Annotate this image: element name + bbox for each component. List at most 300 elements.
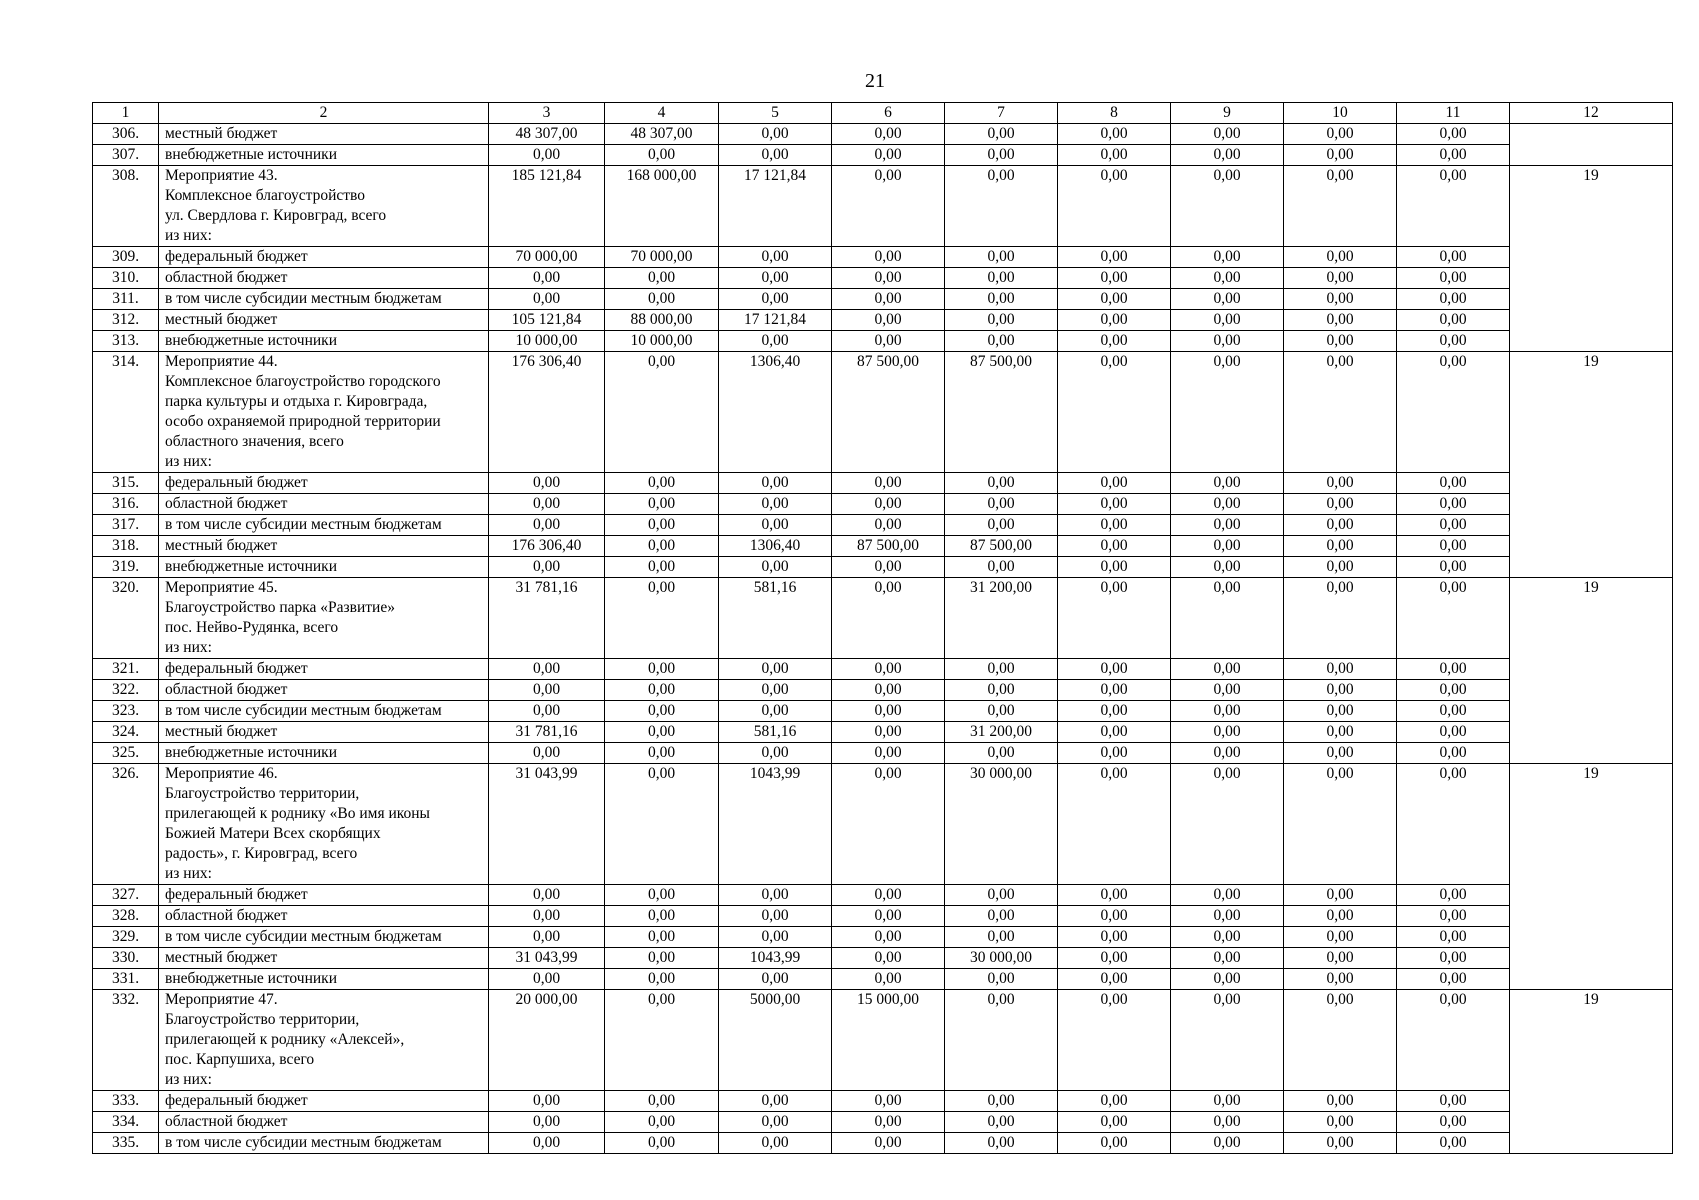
value-cell: 0,00 <box>1397 473 1510 494</box>
column-12-cell <box>1510 969 1673 990</box>
row-number: 312. <box>93 310 159 331</box>
value-cell: 0,00 <box>719 885 832 906</box>
row-number: 317. <box>93 515 159 536</box>
value-cell: 0,00 <box>1397 578 1510 659</box>
value-cell: 0,00 <box>719 557 832 578</box>
value-cell: 0,00 <box>1058 1091 1171 1112</box>
value-cell: 0,00 <box>1171 743 1284 764</box>
value-cell: 0,00 <box>945 680 1058 701</box>
value-cell: 0,00 <box>1171 268 1284 289</box>
column-header: 7 <box>945 103 1058 124</box>
value-cell: 48 307,00 <box>605 124 719 145</box>
value-cell: 0,00 <box>945 659 1058 680</box>
value-cell: 0,00 <box>832 289 945 310</box>
value-cell: 0,00 <box>945 494 1058 515</box>
row-number: 316. <box>93 494 159 515</box>
column-12-cell <box>1510 1091 1673 1112</box>
value-cell: 0,00 <box>1397 557 1510 578</box>
value-cell: 0,00 <box>1058 268 1171 289</box>
value-cell: 0,00 <box>605 659 719 680</box>
table-row <box>93 701 1673 722</box>
column-12-cell <box>1510 145 1673 166</box>
value-cell: 0,00 <box>605 743 719 764</box>
column-12-cell <box>1510 701 1673 722</box>
value-cell: 0,00 <box>1284 124 1397 145</box>
value-cell: 0,00 <box>1397 969 1510 990</box>
column-12-cell <box>1510 473 1673 494</box>
value-cell: 0,00 <box>1171 948 1284 969</box>
value-cell: 0,00 <box>489 969 605 990</box>
value-cell: 31 781,16 <box>489 722 605 743</box>
row-name: федеральный бюджет <box>159 247 489 268</box>
value-cell: 0,00 <box>1397 247 1510 268</box>
value-cell: 0,00 <box>489 885 605 906</box>
table-row <box>93 906 1673 927</box>
value-cell: 0,00 <box>1171 145 1284 166</box>
value-cell: 0,00 <box>1397 927 1510 948</box>
value-cell: 0,00 <box>832 515 945 536</box>
value-cell: 0,00 <box>1397 764 1510 885</box>
value-cell: 0,00 <box>605 289 719 310</box>
row-number: 308. <box>93 166 159 247</box>
column-header: 1 <box>93 103 159 124</box>
value-cell: 0,00 <box>1284 331 1397 352</box>
column-12-cell: 19 <box>1510 578 1673 659</box>
row-name: Мероприятие 43. Комплексное благоустройство ул. Свердлова г. Кировград, всего из них: <box>159 166 489 247</box>
column-12-cell <box>1510 247 1673 268</box>
value-cell: 0,00 <box>605 1133 719 1154</box>
column-12-cell: 19 <box>1510 990 1673 1091</box>
value-cell: 87 500,00 <box>945 352 1058 473</box>
value-cell: 0,00 <box>719 515 832 536</box>
value-cell: 0,00 <box>1171 1091 1284 1112</box>
value-cell: 0,00 <box>1058 885 1171 906</box>
value-cell: 0,00 <box>719 1112 832 1133</box>
row-number: 329. <box>93 927 159 948</box>
value-cell: 0,00 <box>945 743 1058 764</box>
value-cell: 0,00 <box>605 906 719 927</box>
column-12-cell <box>1510 722 1673 743</box>
value-cell: 0,00 <box>1284 927 1397 948</box>
value-cell: 0,00 <box>605 494 719 515</box>
value-cell: 0,00 <box>832 1133 945 1154</box>
value-cell: 0,00 <box>1058 722 1171 743</box>
value-cell: 0,00 <box>1397 289 1510 310</box>
table-row <box>93 473 1673 494</box>
value-cell: 0,00 <box>1397 885 1510 906</box>
value-cell: 581,16 <box>719 578 832 659</box>
value-cell: 0,00 <box>832 906 945 927</box>
table-row <box>93 145 1673 166</box>
table-row <box>93 352 1673 473</box>
column-header: 5 <box>719 103 832 124</box>
value-cell: 0,00 <box>832 1091 945 1112</box>
row-number: 311. <box>93 289 159 310</box>
value-cell: 0,00 <box>1058 310 1171 331</box>
value-cell: 0,00 <box>945 927 1058 948</box>
value-cell: 0,00 <box>489 268 605 289</box>
row-name: в том числе субсидии местным бюджетам <box>159 927 489 948</box>
row-name: внебюджетные источники <box>159 743 489 764</box>
column-12-cell <box>1510 515 1673 536</box>
value-cell: 0,00 <box>605 969 719 990</box>
value-cell: 0,00 <box>1058 515 1171 536</box>
value-cell: 0,00 <box>605 1091 719 1112</box>
value-cell: 0,00 <box>1284 1133 1397 1154</box>
value-cell: 0,00 <box>1171 352 1284 473</box>
value-cell: 0,00 <box>1171 906 1284 927</box>
value-cell: 0,00 <box>1284 578 1397 659</box>
value-cell: 0,00 <box>832 166 945 247</box>
table-row <box>93 659 1673 680</box>
value-cell: 0,00 <box>832 578 945 659</box>
value-cell: 0,00 <box>832 680 945 701</box>
column-12-cell <box>1510 948 1673 969</box>
table-row <box>93 680 1673 701</box>
column-12-cell <box>1510 906 1673 927</box>
column-12-cell <box>1510 885 1673 906</box>
column-12-cell <box>1510 1112 1673 1133</box>
row-name: местный бюджет <box>159 310 489 331</box>
value-cell: 0,00 <box>832 885 945 906</box>
value-cell: 0,00 <box>945 473 1058 494</box>
value-cell: 0,00 <box>1284 722 1397 743</box>
value-cell: 0,00 <box>1397 536 1510 557</box>
value-cell: 0,00 <box>1171 247 1284 268</box>
row-name: в том числе субсидии местным бюджетам <box>159 515 489 536</box>
value-cell: 185 121,84 <box>489 166 605 247</box>
value-cell: 0,00 <box>1171 885 1284 906</box>
row-number: 331. <box>93 969 159 990</box>
value-cell: 0,00 <box>832 124 945 145</box>
value-cell: 0,00 <box>1397 124 1510 145</box>
value-cell: 0,00 <box>1397 1091 1510 1112</box>
value-cell: 0,00 <box>489 473 605 494</box>
value-cell: 0,00 <box>1284 268 1397 289</box>
value-cell: 1306,40 <box>719 352 832 473</box>
value-cell: 5000,00 <box>719 990 832 1091</box>
row-name: в том числе субсидии местным бюджетам <box>159 1133 489 1154</box>
value-cell: 0,00 <box>1171 659 1284 680</box>
row-number: 335. <box>93 1133 159 1154</box>
column-header: 3 <box>489 103 605 124</box>
value-cell: 0,00 <box>1284 536 1397 557</box>
value-cell: 31 200,00 <box>945 578 1058 659</box>
value-cell: 0,00 <box>1058 906 1171 927</box>
value-cell: 0,00 <box>489 145 605 166</box>
value-cell: 0,00 <box>605 557 719 578</box>
value-cell: 0,00 <box>719 331 832 352</box>
value-cell: 0,00 <box>605 268 719 289</box>
value-cell: 0,00 <box>832 927 945 948</box>
column-12-cell: 19 <box>1510 764 1673 885</box>
value-cell: 0,00 <box>1397 906 1510 927</box>
value-cell: 0,00 <box>945 166 1058 247</box>
value-cell: 0,00 <box>1058 473 1171 494</box>
value-cell: 17 121,84 <box>719 166 832 247</box>
value-cell: 0,00 <box>832 310 945 331</box>
column-12-cell <box>1510 659 1673 680</box>
value-cell: 0,00 <box>605 990 719 1091</box>
row-name: местный бюджет <box>159 948 489 969</box>
value-cell: 0,00 <box>1284 473 1397 494</box>
table-row <box>93 331 1673 352</box>
row-number: 334. <box>93 1112 159 1133</box>
value-cell: 0,00 <box>1171 536 1284 557</box>
value-cell: 0,00 <box>719 145 832 166</box>
row-number: 332. <box>93 990 159 1091</box>
value-cell: 87 500,00 <box>832 352 945 473</box>
value-cell: 0,00 <box>832 722 945 743</box>
value-cell: 0,00 <box>1171 124 1284 145</box>
column-header: 12 <box>1510 103 1673 124</box>
page-number: 21 <box>865 70 885 92</box>
row-number: 309. <box>93 247 159 268</box>
value-cell: 0,00 <box>605 515 719 536</box>
value-cell: 0,00 <box>489 515 605 536</box>
column-header: 8 <box>1058 103 1171 124</box>
row-name: областной бюджет <box>159 680 489 701</box>
value-cell: 88 000,00 <box>605 310 719 331</box>
table-row <box>93 948 1673 969</box>
row-name: местный бюджет <box>159 536 489 557</box>
value-cell: 0,00 <box>605 885 719 906</box>
value-cell: 0,00 <box>1397 268 1510 289</box>
value-cell: 0,00 <box>832 557 945 578</box>
value-cell: 0,00 <box>1058 247 1171 268</box>
column-12-cell: 19 <box>1510 352 1673 473</box>
value-cell: 0,00 <box>489 743 605 764</box>
value-cell: 0,00 <box>719 659 832 680</box>
value-cell: 0,00 <box>1058 352 1171 473</box>
value-cell: 0,00 <box>605 680 719 701</box>
value-cell: 0,00 <box>719 473 832 494</box>
table-header-row <box>93 103 1673 124</box>
value-cell: 0,00 <box>1284 557 1397 578</box>
value-cell: 0,00 <box>605 145 719 166</box>
value-cell: 0,00 <box>1058 701 1171 722</box>
value-cell: 30 000,00 <box>945 764 1058 885</box>
row-number: 322. <box>93 680 159 701</box>
value-cell: 0,00 <box>719 494 832 515</box>
column-header: 9 <box>1171 103 1284 124</box>
value-cell: 1043,99 <box>719 948 832 969</box>
value-cell: 0,00 <box>1171 578 1284 659</box>
value-cell: 0,00 <box>1171 166 1284 247</box>
value-cell: 70 000,00 <box>489 247 605 268</box>
table-row <box>93 310 1673 331</box>
table-row <box>93 289 1673 310</box>
value-cell: 0,00 <box>489 701 605 722</box>
value-cell: 0,00 <box>605 764 719 885</box>
row-name: Мероприятие 46. Благоустройство территории, прилегающей к роднику «Во имя иконы Божией Матери Всех скорбящих радость», г. Кировград, всего из них: <box>159 764 489 885</box>
value-cell: 0,00 <box>1397 990 1510 1091</box>
value-cell: 0,00 <box>1397 352 1510 473</box>
value-cell: 105 121,84 <box>489 310 605 331</box>
column-12-cell <box>1510 680 1673 701</box>
row-number: 307. <box>93 145 159 166</box>
value-cell: 0,00 <box>945 124 1058 145</box>
table-row <box>93 166 1673 247</box>
value-cell: 0,00 <box>605 352 719 473</box>
value-cell: 0,00 <box>945 145 1058 166</box>
value-cell: 0,00 <box>945 990 1058 1091</box>
value-cell: 0,00 <box>1171 722 1284 743</box>
value-cell: 0,00 <box>1171 1133 1284 1154</box>
value-cell: 0,00 <box>719 680 832 701</box>
value-cell: 0,00 <box>1284 247 1397 268</box>
value-cell: 0,00 <box>719 927 832 948</box>
value-cell: 0,00 <box>832 743 945 764</box>
value-cell: 0,00 <box>1284 764 1397 885</box>
value-cell: 0,00 <box>489 680 605 701</box>
value-cell: 0,00 <box>832 247 945 268</box>
value-cell: 0,00 <box>1397 722 1510 743</box>
row-number: 315. <box>93 473 159 494</box>
value-cell: 0,00 <box>719 289 832 310</box>
value-cell: 0,00 <box>1284 494 1397 515</box>
row-number: 318. <box>93 536 159 557</box>
value-cell: 0,00 <box>945 906 1058 927</box>
value-cell: 0,00 <box>1058 289 1171 310</box>
value-cell: 70 000,00 <box>605 247 719 268</box>
row-name: в том числе субсидии местным бюджетам <box>159 701 489 722</box>
value-cell: 0,00 <box>832 764 945 885</box>
row-number: 313. <box>93 331 159 352</box>
table-row <box>93 990 1673 1091</box>
value-cell: 0,00 <box>719 268 832 289</box>
column-12-cell <box>1510 536 1673 557</box>
value-cell: 0,00 <box>489 289 605 310</box>
value-cell: 0,00 <box>945 289 1058 310</box>
value-cell: 0,00 <box>945 515 1058 536</box>
row-name: федеральный бюджет <box>159 1091 489 1112</box>
value-cell: 0,00 <box>945 310 1058 331</box>
column-12-cell <box>1510 310 1673 331</box>
value-cell: 0,00 <box>1284 515 1397 536</box>
row-number: 320. <box>93 578 159 659</box>
value-cell: 15 000,00 <box>832 990 945 1091</box>
value-cell: 0,00 <box>945 969 1058 990</box>
value-cell: 0,00 <box>832 659 945 680</box>
row-number: 306. <box>93 124 159 145</box>
value-cell: 0,00 <box>1284 1112 1397 1133</box>
value-cell: 0,00 <box>1058 990 1171 1091</box>
row-number: 324. <box>93 722 159 743</box>
value-cell: 0,00 <box>1397 680 1510 701</box>
value-cell: 0,00 <box>1284 352 1397 473</box>
value-cell: 31 043,99 <box>489 764 605 885</box>
value-cell: 0,00 <box>1171 969 1284 990</box>
value-cell: 0,00 <box>1397 1112 1510 1133</box>
value-cell: 0,00 <box>945 701 1058 722</box>
value-cell: 0,00 <box>945 557 1058 578</box>
column-12-cell <box>1510 557 1673 578</box>
value-cell: 0,00 <box>1058 331 1171 352</box>
value-cell: 0,00 <box>1284 680 1397 701</box>
table-row <box>93 743 1673 764</box>
value-cell: 0,00 <box>1171 764 1284 885</box>
value-cell: 0,00 <box>832 969 945 990</box>
value-cell: 1043,99 <box>719 764 832 885</box>
value-cell: 176 306,40 <box>489 352 605 473</box>
table-row <box>93 578 1673 659</box>
table-row <box>93 124 1673 145</box>
table-row <box>93 1133 1673 1154</box>
value-cell: 0,00 <box>605 701 719 722</box>
row-name: внебюджетные источники <box>159 331 489 352</box>
row-name: местный бюджет <box>159 722 489 743</box>
value-cell: 0,00 <box>1284 948 1397 969</box>
value-cell: 0,00 <box>1284 701 1397 722</box>
value-cell: 176 306,40 <box>489 536 605 557</box>
value-cell: 0,00 <box>1058 969 1171 990</box>
row-number: 321. <box>93 659 159 680</box>
value-cell: 0,00 <box>719 701 832 722</box>
row-name: федеральный бюджет <box>159 885 489 906</box>
value-cell: 0,00 <box>605 927 719 948</box>
value-cell: 17 121,84 <box>719 310 832 331</box>
table-row <box>93 1091 1673 1112</box>
value-cell: 581,16 <box>719 722 832 743</box>
value-cell: 0,00 <box>1397 331 1510 352</box>
row-number: 328. <box>93 906 159 927</box>
value-cell: 0,00 <box>832 145 945 166</box>
value-cell: 0,00 <box>832 268 945 289</box>
row-number: 323. <box>93 701 159 722</box>
row-name: Мероприятие 47. Благоустройство территории, прилегающей к роднику «Алексей», пос. Карпушиха, всего из них: <box>159 990 489 1091</box>
table-row <box>93 536 1673 557</box>
value-cell: 0,00 <box>832 1112 945 1133</box>
value-cell: 0,00 <box>1397 145 1510 166</box>
value-cell: 0,00 <box>1058 927 1171 948</box>
row-number: 326. <box>93 764 159 885</box>
value-cell: 0,00 <box>1284 990 1397 1091</box>
value-cell: 0,00 <box>1058 124 1171 145</box>
value-cell: 0,00 <box>719 1091 832 1112</box>
row-name: Мероприятие 45. Благоустройство парка «Развитие» пос. Нейво-Рудянка, всего из них: <box>159 578 489 659</box>
table-row <box>93 927 1673 948</box>
value-cell: 0,00 <box>1171 494 1284 515</box>
value-cell: 0,00 <box>489 1091 605 1112</box>
column-header: 11 <box>1397 103 1510 124</box>
value-cell: 0,00 <box>1397 1133 1510 1154</box>
value-cell: 87 500,00 <box>832 536 945 557</box>
table-row <box>93 247 1673 268</box>
value-cell: 0,00 <box>605 578 719 659</box>
row-name: местный бюджет <box>159 124 489 145</box>
value-cell: 0,00 <box>1397 494 1510 515</box>
value-cell: 0,00 <box>1058 536 1171 557</box>
row-name: федеральный бюджет <box>159 473 489 494</box>
value-cell: 0,00 <box>832 701 945 722</box>
value-cell: 0,00 <box>1058 948 1171 969</box>
column-header: 4 <box>605 103 719 124</box>
value-cell: 0,00 <box>719 743 832 764</box>
value-cell: 1306,40 <box>719 536 832 557</box>
row-number: 333. <box>93 1091 159 1112</box>
value-cell: 0,00 <box>1284 310 1397 331</box>
value-cell: 0,00 <box>945 1091 1058 1112</box>
value-cell: 0,00 <box>1058 557 1171 578</box>
column-12-cell: 19 <box>1510 166 1673 247</box>
value-cell: 0,00 <box>605 473 719 494</box>
value-cell: 0,00 <box>719 124 832 145</box>
value-cell: 0,00 <box>1284 969 1397 990</box>
value-cell: 0,00 <box>719 906 832 927</box>
value-cell: 168 000,00 <box>605 166 719 247</box>
row-number: 325. <box>93 743 159 764</box>
